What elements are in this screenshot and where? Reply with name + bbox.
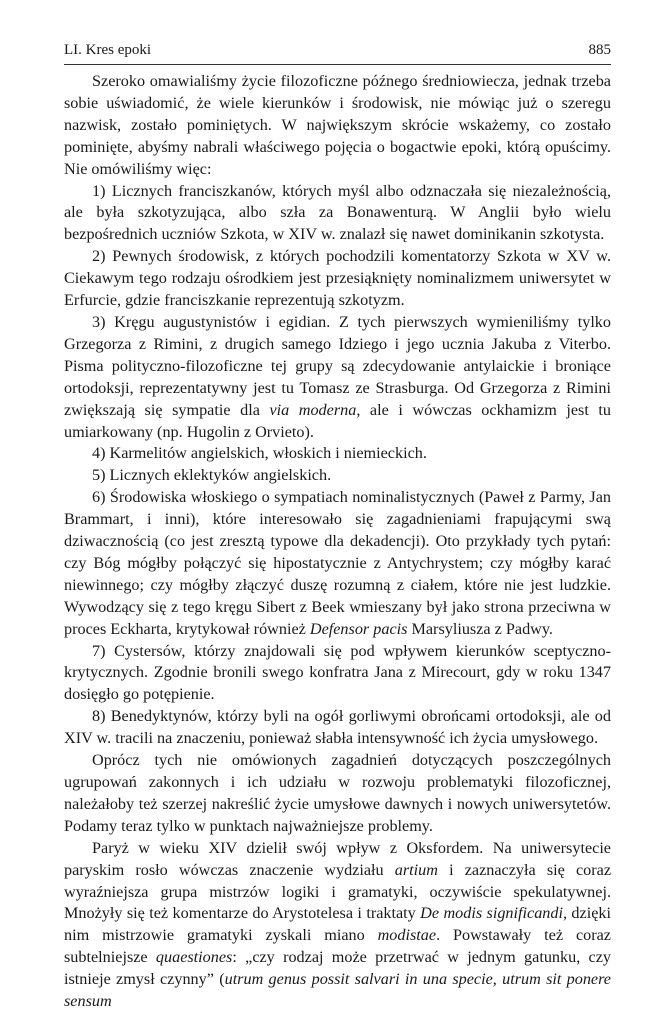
paragraph-text: 3) Kręgu augustynistów i egidian. Z tych pierwszych wymieniliśmy tylko Grzegorza z Rimini, z drugich samego Idziego i jego ucznia Jakuba z Viterbo. Pisma polityczno-filozoficzne tej grupy są zdecydowanie antylaickie i broniące ortodoksji, reprezentatywny jest tu Tomasz ze Strasburga. Od Grzegorza z Rimini zwiększają się sympatie dla: [64, 312, 611, 419]
paragraph-paris: [64, 838, 611, 1013]
paragraph-text: : „czy rodzaj może przetrwać w jednym gatunku, czy istnieje zmysł czynny” (: [64, 948, 612, 989]
paragraph-item-3: [64, 312, 611, 443]
paragraph-item-7: [64, 641, 611, 707]
paragraph-item-8: [64, 706, 611, 750]
italic-title-de-modis: De modis significandi: [420, 904, 563, 923]
header-rule: [64, 64, 611, 65]
paragraph-text: 8) Benedyktynów, którzy byli na ogół gorliwymi obrońcami ortodoksji, ale od XIV w. tracili na znaczeniu, ponieważ słabła intensywność ich życia umysłowego.: [64, 707, 611, 748]
paragraph-item-4: [64, 443, 611, 465]
paragraph-text: . Powstawały też coraz subtelniejsze: [64, 926, 611, 967]
paragraph-item-5: [64, 465, 611, 487]
body-text: [64, 71, 611, 1013]
page-number: 885: [588, 42, 611, 58]
paragraph-text: , ale i wówczas ockhamizm jest tu umiarkowany (np. Hugolin z Orvieto).: [64, 400, 612, 441]
italic-term-modistae: modistae: [377, 926, 437, 945]
italic-term-via-moderna: via moderna: [269, 400, 357, 419]
paragraph-text: 7) Cystersów, którzy znajdowali się pod wpływem kierunków sceptyczno-krytycznych. Zgodnie bronili swego konfratra Jana z Mirecourt, gdy w roku 1347 dosięgło go potępienie.: [64, 641, 611, 704]
italic-latin-quote: utrum genus possit salvari in una specie, utrum sit ponere sensum: [64, 970, 611, 1011]
paragraph-text: Paryż w wieku XIV dzielił swój wpływ z Oksfordem. Na uniwersytecie paryskim rosło wówczas znaczenie wydziału: [64, 838, 611, 879]
running-title: LI. Kres epoki: [64, 42, 152, 58]
running-head: [64, 40, 611, 60]
paragraph-intro: [64, 71, 611, 181]
paragraph-item-1: [64, 181, 611, 247]
paragraph-universities: [64, 750, 611, 838]
italic-term-quaestiones: quaestiones: [155, 948, 233, 967]
paragraph-text: Szeroko omawialiśmy życie filozoficzne późnego średniowiecza, jednak trzeba sobie uświadomić, że wiele kierunków i środowisk, nie mówiąc już o szeregu nazwisk, zostało pominiętych. W największym skrócie wskażemy, co zostało pominięte, abyśmy nabrali właściwego pojęcia o bogactwie epoki, którą opuścimy. Nie omówiliśmy więc:: [64, 72, 611, 178]
paragraph-text: i zaznaczyła się coraz wyraźniejsza grupa mistrzów logiki i gramatyki, oczywiście spekulatywnej. Mnożyły się też komentarze do Arystotelesa i traktaty: [64, 860, 611, 923]
paragraph-item-6: [64, 487, 611, 640]
paragraph-text: 2) Pewnych środowisk, z których pochodzili komentatorzy Szkota w XV w. Ciekawym tego rodzaju ośrodkiem jest przesiąknięty nominalizmem uniwersytet w Erfurcie, gdzie franciszkanie reprezentują szkotyzm.: [64, 247, 611, 310]
paragraph-text: 4) Karmelitów angielskich, włoskich i niemieckich.: [92, 444, 427, 463]
paragraph-text: , dzięki nim mistrzowie gramatyki zyskali miano: [64, 904, 611, 945]
italic-term-artium: artium: [394, 860, 438, 879]
paragraph-item-2: [64, 246, 611, 312]
paragraph-text: Marsyliusza z Padwy.: [407, 619, 553, 638]
paragraph-text: 1) Licznych franciszkanów, których myśl albo odznaczała się niezależnością, ale była szkotyzująca, albo szła za Bonawenturą. W Anglii było wielu bezpośrednich uczniów Szkota, w XIV w. znalazł się nawet dominikanin szkotysta.: [64, 181, 611, 244]
paragraph-text: 6) Środowiska włoskiego o sympatiach nominalistycznych (Paweł z Parmy, Jan Brammart, i inni), które interesowało się zagadnieniami frapującymi swą dziwacznością (co jest zresztą typowe dla dekadencji). Oto przykłady tych pytań: czy Bóg mógłby połączyć się hipostatycznie z Antychrystem; czy mógłby karać niewinnego; czy mógłby złączyć duszę rozumną z ciałem, które nie jest ludzkie. Wywodzący się z tego kręgu Sibert z Beek wmieszany był jako strona przeciwna w proces Eckharta, krytykował również: [64, 488, 611, 638]
italic-title-defensor-pacis: Defensor pacis: [309, 619, 408, 638]
paragraph-text: Oprócz tych nie omówionych zagadnień dotyczących poszczególnych ugrupowań zakonnych i ich udziału w rozwoju problematyki filozoficznej, należałoby też szerzej nakreślić życie umysłowe dawnych i nowych uniwersytetów. Podamy teraz tylko w punktach najważniejsze problemy.: [64, 751, 611, 835]
paragraph-text: 5) Licznych eklektyków angielskich.: [92, 466, 332, 485]
